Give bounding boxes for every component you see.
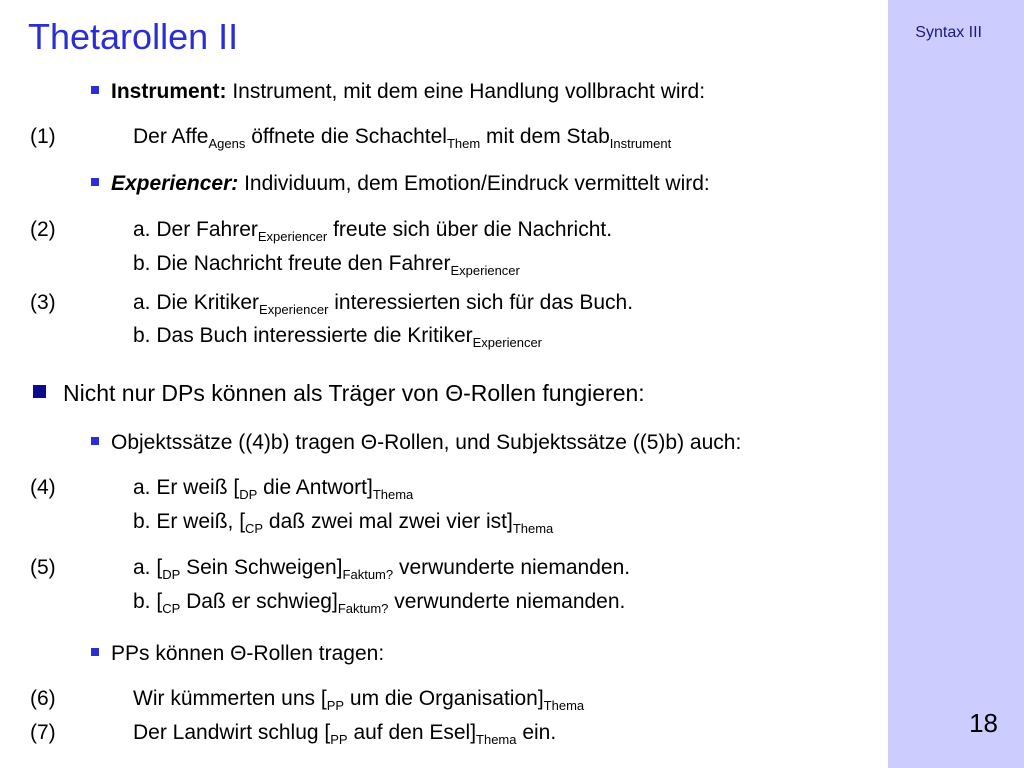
example-text — [133, 324, 543, 350]
text-segment: ein. — [516, 721, 557, 744]
text-segment: verwunderte niemanden. — [393, 556, 631, 579]
text-segment: Der Landwirt schlug [ — [133, 721, 331, 744]
square-bullet-icon — [91, 437, 99, 445]
example-text — [133, 252, 520, 278]
square-bullet-icon — [33, 385, 46, 398]
example-text — [133, 687, 585, 713]
example-text — [133, 218, 613, 244]
subscript-label: Them — [446, 136, 481, 151]
subscript-label: CP — [162, 601, 181, 616]
example-text — [133, 721, 557, 747]
subscript-label: Experiencer — [472, 335, 543, 350]
example-number: (6) — [30, 687, 56, 710]
bullet-experiencer — [91, 173, 710, 194]
square-bullet-icon — [91, 86, 99, 94]
text-segment: freute sich über die Nachricht. — [327, 218, 613, 241]
example-text — [133, 476, 414, 502]
text-segment: mit dem Stab — [480, 125, 610, 148]
bullet-instrument — [91, 81, 705, 102]
text-segment: um die Organisation] — [344, 687, 544, 710]
bullet-sentences — [91, 432, 741, 453]
definition-text: Instrument, mit dem eine Handlung vollbracht wird: — [226, 80, 706, 103]
definition-text: Individuum, dem Emotion/Eindruck vermittelt wird: — [238, 172, 710, 195]
text-segment: interessierten sich für das Buch. — [328, 291, 634, 314]
subscript-label: CP — [245, 521, 264, 536]
text-segment: auf den Esel] — [347, 721, 477, 744]
square-bullet-icon — [91, 178, 99, 186]
text-segment: a. Die Kritiker — [133, 291, 260, 314]
slide-title: Thetarollen II — [28, 16, 239, 57]
example-number: (4) — [30, 476, 56, 499]
example-number: (3) — [30, 291, 56, 314]
bullet-text: Objektssätze ((4)b) tragen Θ-Rollen, und Subjektssätze ((5)b) auch: — [111, 431, 742, 454]
text-segment: b. Die Nachricht freute den Fahrer — [133, 252, 451, 275]
text-segment: öffnete die Schachtel — [245, 125, 447, 148]
sidebar-panel — [888, 0, 1024, 768]
bullet-main — [33, 382, 645, 405]
text-segment: b. [ — [133, 590, 163, 613]
example-number: (5) — [30, 556, 56, 579]
subscript-label: Experiencer — [257, 229, 328, 244]
text-segment: die Antwort] — [257, 476, 373, 499]
subscript-label: PP — [326, 698, 345, 713]
text-segment: Sein Schweigen] — [180, 556, 343, 579]
text-segment: a. Der Fahrer — [133, 218, 258, 241]
bullet-text: Nicht nur DPs können als Träger von Θ-Rollen fungieren: — [63, 380, 645, 406]
course-title: Syntax III — [915, 24, 982, 41]
subscript-label: Thema — [476, 732, 517, 747]
subscript-label: Thema — [512, 521, 554, 536]
text-segment: Wir kümmerten uns [ — [133, 687, 327, 710]
example-text — [133, 556, 631, 582]
text-segment: daß zwei mal zwei vier ist] — [263, 510, 513, 533]
text-segment: a. Er weiß [ — [133, 476, 240, 499]
subscript-label: Thema — [372, 487, 414, 502]
example-number: (7) — [30, 721, 56, 744]
bullet-text: PPs können Θ-Rollen tragen: — [111, 642, 385, 665]
subscript-label: PP — [330, 732, 348, 747]
subscript-label: Instrument — [609, 136, 672, 151]
term-label: Experiencer: — [111, 172, 239, 195]
square-bullet-icon — [91, 648, 99, 656]
text-segment: Daß er schwieg] — [180, 590, 338, 613]
example-number: (1) — [30, 125, 56, 148]
text-segment: b. Er weiß, [ — [133, 510, 246, 533]
example-text — [133, 291, 634, 317]
subscript-label: Experiencer — [450, 263, 520, 278]
text-segment: b. Das Buch interessierte die Kritiker — [133, 324, 473, 347]
term-label: Instrument: — [111, 80, 227, 103]
text-segment: a. [ — [133, 556, 163, 579]
bullet-pps — [91, 643, 384, 664]
subscript-label: DP — [239, 487, 258, 502]
subscript-label: Faktum? — [342, 567, 394, 582]
subscript-label: DP — [162, 567, 181, 582]
subscript-label: Thema — [543, 698, 585, 713]
example-text — [133, 510, 554, 536]
example-text — [133, 590, 626, 616]
subscript-label: Experiencer — [259, 302, 329, 317]
example-text — [133, 125, 672, 151]
example-number: (2) — [30, 218, 56, 241]
text-segment: verwunderte niemanden. — [388, 590, 626, 613]
text-segment: Der Affe — [133, 125, 209, 148]
slide-number: 18 — [969, 708, 998, 738]
subscript-label: Faktum? — [337, 601, 389, 616]
subscript-label: Agens — [208, 136, 246, 151]
